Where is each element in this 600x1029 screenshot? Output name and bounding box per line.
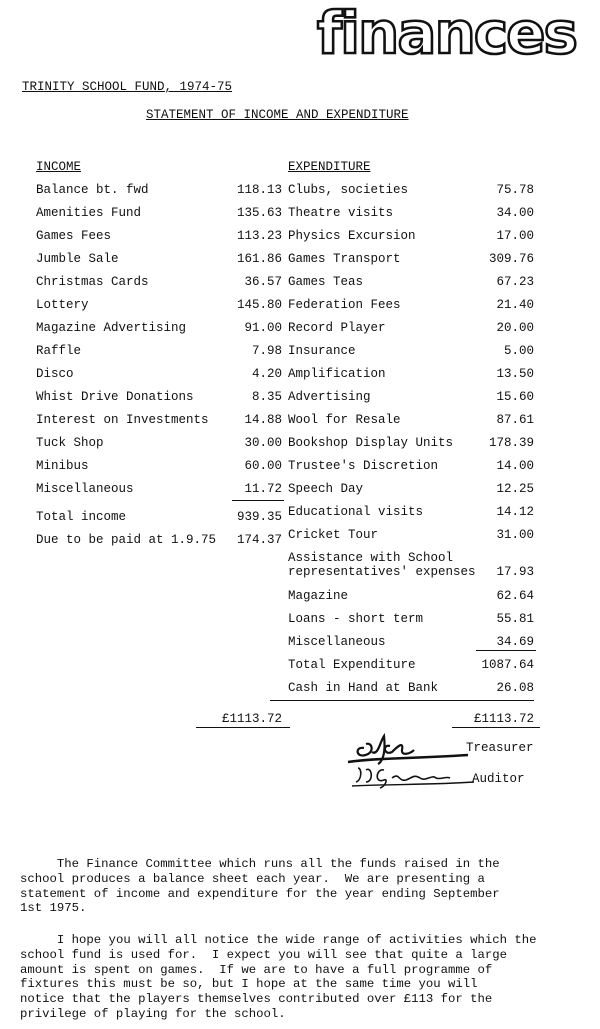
intro-paragraph xyxy=(20,857,560,916)
expenditure-item-label: Wool for Resale xyxy=(288,413,401,427)
expenditure-item-label: Games Transport xyxy=(288,252,401,266)
income-heading: INCOME xyxy=(36,160,82,174)
expenditure-subtotal-rule xyxy=(476,650,536,651)
expenditure-item-label: Advertising xyxy=(288,390,371,404)
income-item-label: Lottery xyxy=(36,298,89,312)
expenditure-item-amount: 62.64 xyxy=(496,589,534,603)
income-item-label: Magazine Advertising xyxy=(36,321,187,335)
expenditure-item-label: Speech Day xyxy=(288,482,364,496)
expenditure-item-amount: 21.40 xyxy=(496,298,534,312)
total-expenditure-amount: 1087.64 xyxy=(481,658,534,672)
total-income-amount: 939.35 xyxy=(236,510,282,524)
income-item-label: Miscellaneous xyxy=(36,482,134,496)
expenditure-item-amount: 14.12 xyxy=(496,505,534,519)
income-item-amount: 161.86 xyxy=(236,252,282,266)
cash-label: Cash in Hand at Bank xyxy=(288,681,439,695)
expenditure-item-amount: 17.93 xyxy=(496,565,534,579)
games-paragraph xyxy=(20,933,560,1022)
expenditure-item-label: Theatre visits xyxy=(288,206,394,220)
expenditure-item-label: Cricket Tour xyxy=(288,528,379,542)
expenditure-item-amount: 55.81 xyxy=(496,612,534,626)
fund-heading: TRINITY SCHOOL FUND, 1974-75 xyxy=(22,80,233,94)
income-item-label: Christmas Cards xyxy=(36,275,149,289)
income-item-amount: 91.00 xyxy=(244,321,282,335)
income-item-label: Games Fees xyxy=(36,229,112,243)
income-item-amount: 145.80 xyxy=(236,298,282,312)
treasurer-title: Treasurer xyxy=(466,741,534,755)
expenditure-item-amount: 87.61 xyxy=(496,413,534,427)
auditor-signature xyxy=(350,760,476,792)
expenditure-item-label: Magazine xyxy=(288,589,349,603)
expenditure-item-label: Amplification xyxy=(288,367,386,381)
income-item-amount: 60.00 xyxy=(244,459,282,473)
income-item-amount: 135.63 xyxy=(236,206,282,220)
expenditure-item-amount: 34.69 xyxy=(496,635,534,649)
total-income-label: Total income xyxy=(36,510,127,524)
expenditure-item-label: Bookshop Display Units xyxy=(288,436,454,450)
income-item-amount: 14.88 xyxy=(244,413,282,427)
expenditure-item-amount: 67.23 xyxy=(496,275,534,289)
income-item-label: Balance bt. fwd xyxy=(36,183,149,197)
income-item-amount: 11.72 xyxy=(244,482,282,496)
expenditure-heading: EXPENDITURE xyxy=(288,160,371,174)
expenditure-item-amount: 17.00 xyxy=(496,229,534,243)
cash-amount: 26.08 xyxy=(496,681,534,695)
income-item-amount: 118.13 xyxy=(236,183,282,197)
income-item-label: Interest on Investments xyxy=(36,413,209,427)
auditor-title: Auditor xyxy=(472,772,525,786)
due-amount: 174.37 xyxy=(236,533,282,547)
expenditure-item-label-continued: representatives' expenses xyxy=(288,565,476,579)
expenditure-item-label: Federation Fees xyxy=(288,298,401,312)
expenditure-item-label: Insurance xyxy=(288,344,356,358)
expenditure-item-amount: 20.00 xyxy=(496,321,534,335)
paragraph-2: I hope you will all notice the wide range of activities which the school fund is used for. I expect you will see that quite a large amount is spent on games. If we are to have a full programme of fixtures this must be so, but I hope at the same time you will notice that the players themselves contributed over £113 for the privilege of playing for the school. xyxy=(20,933,537,1021)
expenditure-item-label: Educational visits xyxy=(288,505,424,519)
expenditure-grand-total: £1113.72 xyxy=(473,712,534,726)
income-item-label: Disco xyxy=(36,367,74,381)
expenditure-item-label: Trustee's Discretion xyxy=(288,459,439,473)
income-item-amount: 30.00 xyxy=(244,436,282,450)
expenditure-item-amount: 34.00 xyxy=(496,206,534,220)
expenditure-item-amount: 75.78 xyxy=(496,183,534,197)
income-item-label: Amenities Fund xyxy=(36,206,142,220)
income-item-amount: 4.20 xyxy=(251,367,282,381)
expenditure-item-label: Clubs, societies xyxy=(288,183,409,197)
expenditure-item-label: Loans - short term xyxy=(288,612,424,626)
paragraph-1: The Finance Committee which runs all the funds raised in the school produces a balance sheet each year. We are presenting a statement of income and expenditure for the year ending September 1st 1975. xyxy=(20,857,500,916)
expenditure-item-amount: 5.00 xyxy=(503,344,534,358)
income-item-label: Tuck Shop xyxy=(36,436,104,450)
income-item-amount: 7.98 xyxy=(251,344,282,358)
total-expenditure-label: Total Expenditure xyxy=(288,658,416,672)
income-item-label: Minibus xyxy=(36,459,89,473)
statement-heading: STATEMENT OF INCOME AND EXPENDITURE xyxy=(146,108,409,122)
expenditure-total-rule xyxy=(270,700,534,701)
expenditure-item-amount: 14.00 xyxy=(496,459,534,473)
expenditure-item-label: Miscellaneous xyxy=(288,635,386,649)
expenditure-item-label: Games Teas xyxy=(288,275,364,289)
expenditure-item-amount: 178.39 xyxy=(488,436,534,450)
income-item-label: Raffle xyxy=(36,344,82,358)
expenditure-item-amount: 15.60 xyxy=(496,390,534,404)
expenditure-item-label: Assistance with School xyxy=(288,551,454,565)
income-item-label: Whist Drive Donations xyxy=(36,390,194,404)
expenditure-item-amount: 31.00 xyxy=(496,528,534,542)
income-item-amount: 8.35 xyxy=(251,390,282,404)
income-total-rule xyxy=(196,727,290,728)
expenditure-item-amount: 309.76 xyxy=(488,252,534,266)
income-item-amount: 113.23 xyxy=(236,229,282,243)
income-subtotal-rule xyxy=(232,500,284,501)
expenditure-item-label: Record Player xyxy=(288,321,386,335)
income-item-label: Jumble Sale xyxy=(36,252,119,266)
expenditure-item-amount: 12.25 xyxy=(496,482,534,496)
expenditure-item-label: Physics Excursion xyxy=(288,229,416,243)
due-label: Due to be paid at 1.9.75 xyxy=(36,533,217,547)
expenditure-item-amount: 13.50 xyxy=(496,367,534,381)
income-grand-total: £1113.72 xyxy=(221,712,282,726)
page-title: finances xyxy=(316,0,576,67)
income-item-amount: 36.57 xyxy=(244,275,282,289)
